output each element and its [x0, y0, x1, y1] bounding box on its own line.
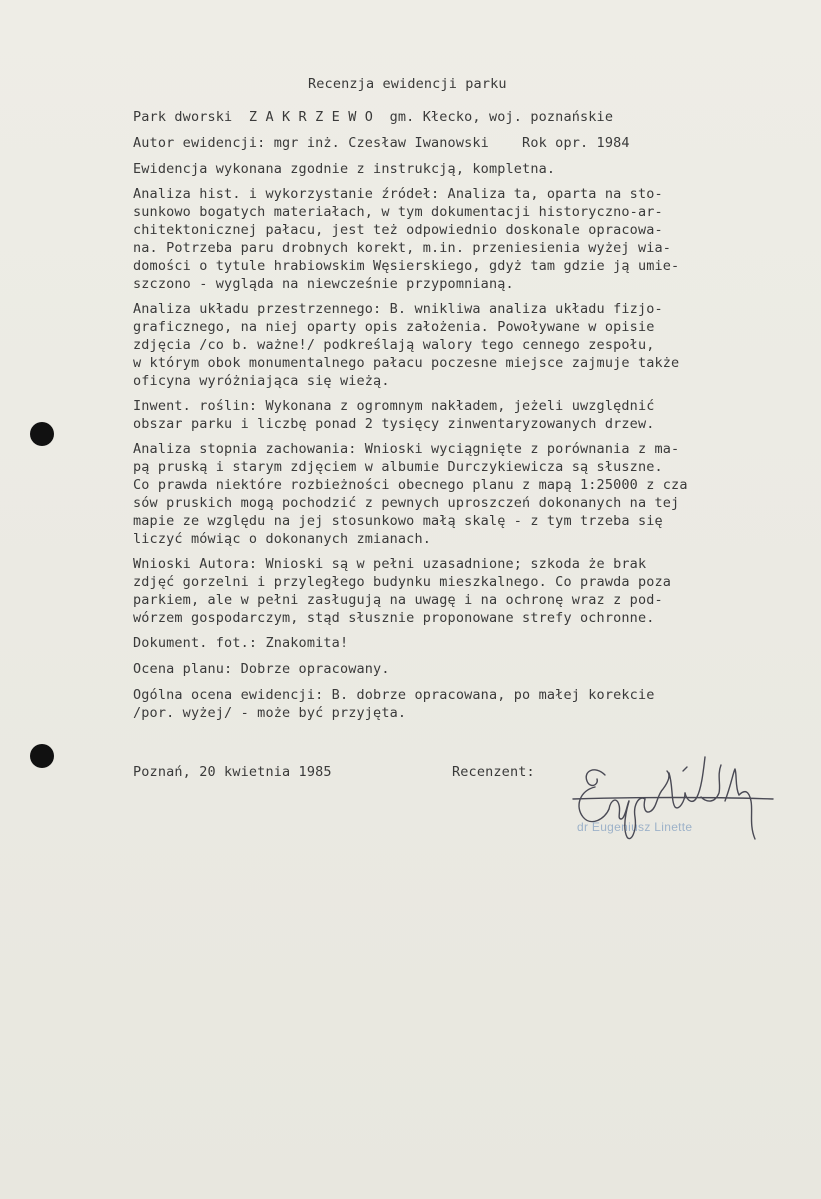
text-line: pą pruską i starym zdjęciem w albumie Durczykiewicza są słuszne. — [133, 459, 663, 475]
text-line: Analiza hist. i wykorzystanie źródeł: Analiza ta, oparta na sto- — [133, 186, 663, 202]
text-line: parkiem, ale w pełni zasługują na uwagę i na ochronę wraz z pod- — [133, 592, 663, 608]
text-line: graficznego, na niej oparty opis założenia. Powoływane w opisie — [133, 319, 655, 335]
text-line: Ewidencja wykonana zgodnie z instrukcją, kompletna. — [133, 161, 556, 177]
text-line: szczono - wygląda na niewcześnie przypomnianą. — [133, 276, 514, 292]
text-line: Park dworski Z A K R Z E W O gm. Kłecko, woj. poznańskie — [133, 109, 614, 125]
text-line: sów pruskich mogą pochodzić z pewnych uproszczeń dokonanych na tej — [133, 495, 680, 511]
text-line: Ocena planu: Dobrze opracowany. — [133, 661, 390, 677]
text-line: oficyna wyróżniająca się wieżą. — [133, 373, 390, 389]
text-line: wórzem gospodarczym, stąd słusznie proponowane strefy ochronne. — [133, 610, 655, 626]
text-line: w którym obok monumentalnego pałacu poczesne miejsce zajmuje także — [133, 355, 680, 371]
text-line: Inwent. roślin: Wykonana z ogromnym nakładem, jeżeli uwzględnić — [133, 398, 655, 414]
punch-hole-top — [30, 422, 54, 446]
handwritten-signature — [565, 745, 795, 865]
text-line: liczyć mówiąc o dokonanych zmianach. — [133, 531, 431, 547]
text-line: Co prawda niektóre rozbieżności obecnego planu z mapą 1:25000 z cza — [133, 477, 688, 493]
text-line: Autor ewidencji: mgr inż. Czesław Iwanowski Rok opr. 1984 — [133, 135, 630, 151]
text-line: mapie ze względu na jej stosunkowo małą skalę - z tym trzeba się — [133, 513, 663, 529]
punch-hole-bottom — [30, 744, 54, 768]
text-line: na. Potrzeba paru drobnych korekt, m.in. przeniesienia wyżej wia- — [133, 240, 672, 256]
text-line: zdjęcia /co b. ważne!/ podkreślają walory tego cennego zespołu, — [133, 337, 655, 353]
text-line: Ogólna ocena ewidencji: B. dobrze opracowana, po małej korekcie — [133, 687, 655, 703]
text-line: Analiza stopnia zachowania: Wnioski wyciągnięte z porównania z ma- — [133, 441, 680, 457]
document-title: Recenzja ewidencji parku — [308, 76, 507, 92]
text-line: Analiza układu przestrzennego: B. wnikliwa analiza układu fizjo- — [133, 301, 663, 317]
place-date: Poznań, 20 kwietnia 1985 — [133, 764, 332, 780]
reviewer-stamp: dr Eugeniusz Linette — [577, 820, 693, 834]
text-line: obszar parku i liczbę ponad 2 tysięcy zinwentaryzowanych drzew. — [133, 416, 655, 432]
text-line: domości o tytule hrabiowskim Węsierskiego, gdyż tam gdzie ją umie- — [133, 258, 680, 274]
text-line: Dokument. fot.: Znakomita! — [133, 635, 349, 651]
text-line: chitektonicznej pałacu, jest też odpowiednio doskonale opracowa- — [133, 222, 663, 238]
text-line: zdjęć gorzelni i przyległego budynku mieszkalnego. Co prawda poza — [133, 574, 672, 590]
text-line: Wnioski Autora: Wnioski są w pełni uzasadnione; szkoda że brak — [133, 556, 647, 572]
reviewer-label: Recenzent: — [452, 764, 535, 780]
text-line: sunkowo bogatych materiałach, w tym dokumentacji historyczno-ar- — [133, 204, 663, 220]
text-line: /por. wyżej/ - może być przyjęta. — [133, 705, 407, 721]
